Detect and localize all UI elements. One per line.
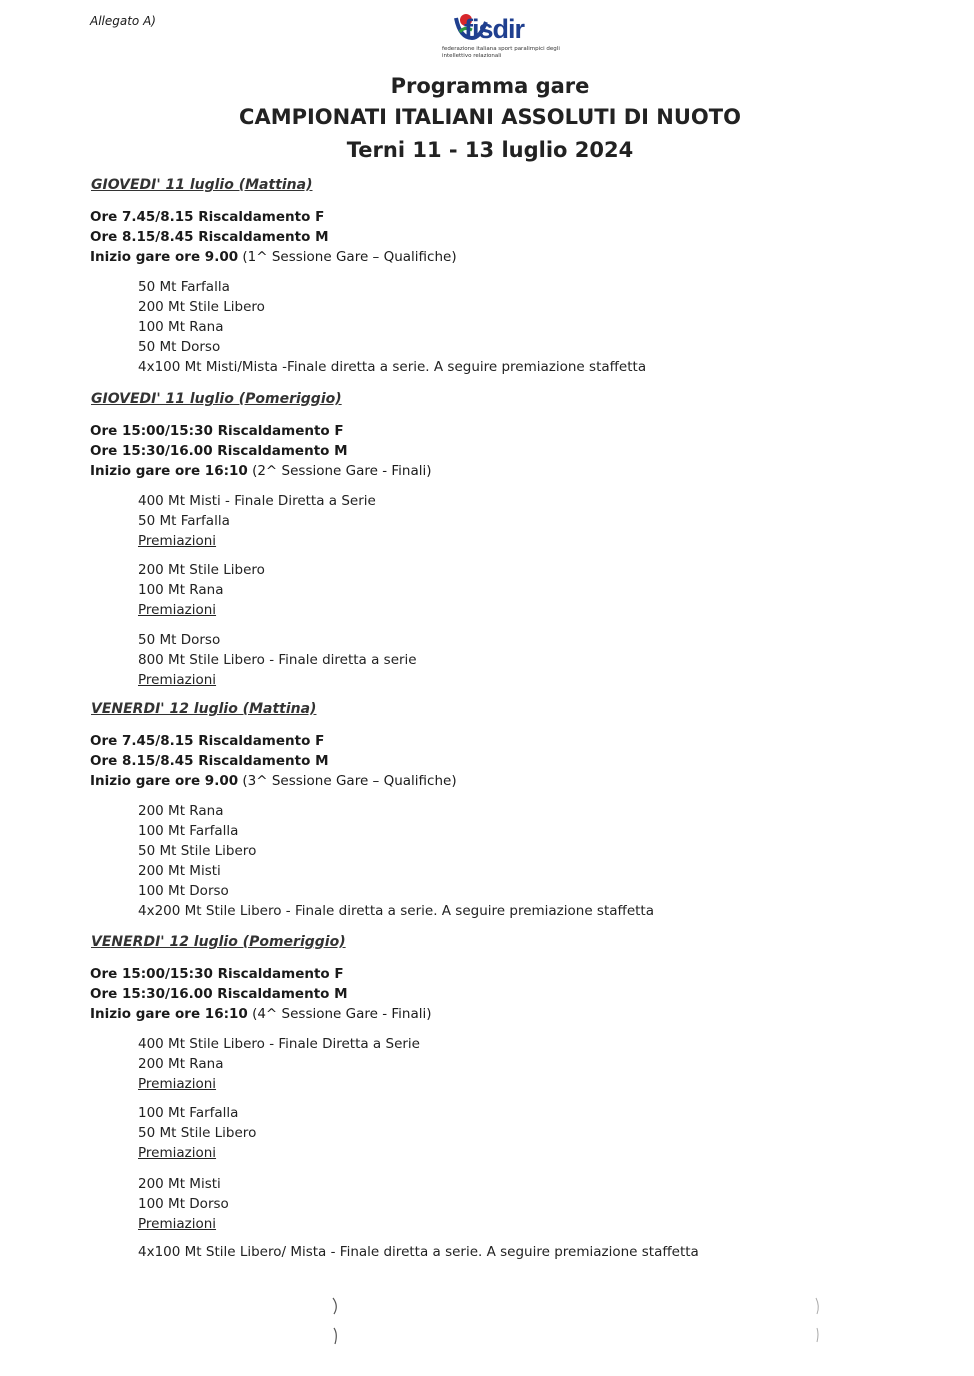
session-day: GIOVEDI' 11 luglio (Mattina) [91, 177, 313, 193]
event-item: 100 Mt Dorso [138, 1196, 229, 1212]
premiazioni-label: Premiazioni [138, 602, 217, 618]
event-item: 50 Mt Stile Libero [138, 843, 257, 859]
session-day: VENERDI' 12 luglio (Mattina) [91, 701, 317, 717]
logo-tagline: federazione italiana sport paralimpici degli intellettivo relazionali [442, 46, 560, 59]
event-item: 4x200 Mt Stile Libero - Finale diretta a serie. A seguire premiazione staffetta [138, 903, 654, 919]
event-item: 200 Mt Rana [138, 1056, 224, 1072]
warmup-f: Ore 15:00/15:30 Riscaldamento F [90, 423, 344, 439]
event-item: 100 Mt Farfalla [138, 1105, 239, 1121]
warmup-m: Ore 15:30/16.00 Riscaldamento M [90, 443, 348, 459]
title-program: Programma gare [390, 74, 590, 98]
warmup-m: Ore 8.15/8.45 Riscaldamento M [90, 229, 329, 245]
warmup-m: Ore 15:30/16.00 Riscaldamento M [90, 986, 348, 1002]
start-time: Inizio gare ore 16:10 (4^ Sessione Gare - Finali) [90, 1006, 432, 1022]
warmup-m: Ore 8.15/8.45 Riscaldamento M [90, 753, 329, 769]
event-item: 50 Mt Dorso [138, 339, 221, 355]
session-day: GIOVEDI' 11 luglio (Pomeriggio) [91, 391, 342, 407]
event-item: 4x100 Mt Stile Libero/ Mista - Finale diretta a serie. A seguire premiazione staffetta [138, 1244, 699, 1260]
event-item: 50 Mt Farfalla [138, 279, 230, 295]
event-item: 200 Mt Rana [138, 803, 224, 819]
event-item: 50 Mt Farfalla [138, 513, 230, 529]
premiazioni-label: Premiazioni [138, 533, 217, 549]
premiazioni-label: Premiazioni [138, 672, 217, 688]
warmup-f: Ore 7.45/8.15 Riscaldamento F [90, 209, 325, 225]
premiazioni-label: Premiazioni [138, 1216, 217, 1232]
start-time: Inizio gare ore 9.00 (3^ Sessione Gare – Qualifiche) [90, 773, 457, 789]
event-item: 100 Mt Dorso [138, 883, 229, 899]
allegato-label: Allegato A) [90, 14, 156, 28]
session-day: VENERDI' 12 luglio (Pomeriggio) [91, 934, 346, 950]
event-item: 100 Mt Farfalla [138, 823, 239, 839]
warmup-f: Ore 15:00/15:30 Riscaldamento F [90, 966, 344, 982]
event-item: 4x100 Mt Misti/Mista -Finale diretta a serie. A seguire premiazione staffetta [138, 359, 647, 375]
event-item: 50 Mt Dorso [138, 632, 221, 648]
title-dates: Terni 11 - 13 luglio 2024 [346, 138, 634, 162]
premiazioni-label: Premiazioni [138, 1076, 217, 1092]
event-item: 400 Mt Stile Libero - Finale Diretta a Serie [138, 1036, 420, 1052]
start-time: Inizio gare ore 9.00 (1^ Sessione Gare – Qualifiche) [90, 249, 457, 265]
logo-wordmark: fisdir [464, 14, 525, 44]
title-championship: CAMPIONATI ITALIANI ASSOLUTI DI NUOTO [239, 105, 741, 129]
event-item: 200 Mt Misti [138, 1176, 221, 1192]
scan-mark [812, 1294, 824, 1350]
scan-mark [330, 1294, 342, 1350]
event-item: 200 Mt Misti [138, 863, 221, 879]
event-item: 50 Mt Stile Libero [138, 1125, 257, 1141]
fisdir-logo [442, 6, 562, 60]
event-item: 200 Mt Stile Libero [138, 562, 265, 578]
event-item: 100 Mt Rana [138, 319, 224, 335]
premiazioni-label: Premiazioni [138, 1145, 217, 1161]
event-item: 400 Mt Misti - Finale Diretta a Serie [138, 493, 376, 509]
start-time: Inizio gare ore 16:10 (2^ Sessione Gare - Finali) [90, 463, 432, 479]
event-item: 100 Mt Rana [138, 582, 224, 598]
warmup-f: Ore 7.45/8.15 Riscaldamento F [90, 733, 325, 749]
event-item: 800 Mt Stile Libero - Finale diretta a serie [138, 652, 417, 668]
event-item: 200 Mt Stile Libero [138, 299, 265, 315]
